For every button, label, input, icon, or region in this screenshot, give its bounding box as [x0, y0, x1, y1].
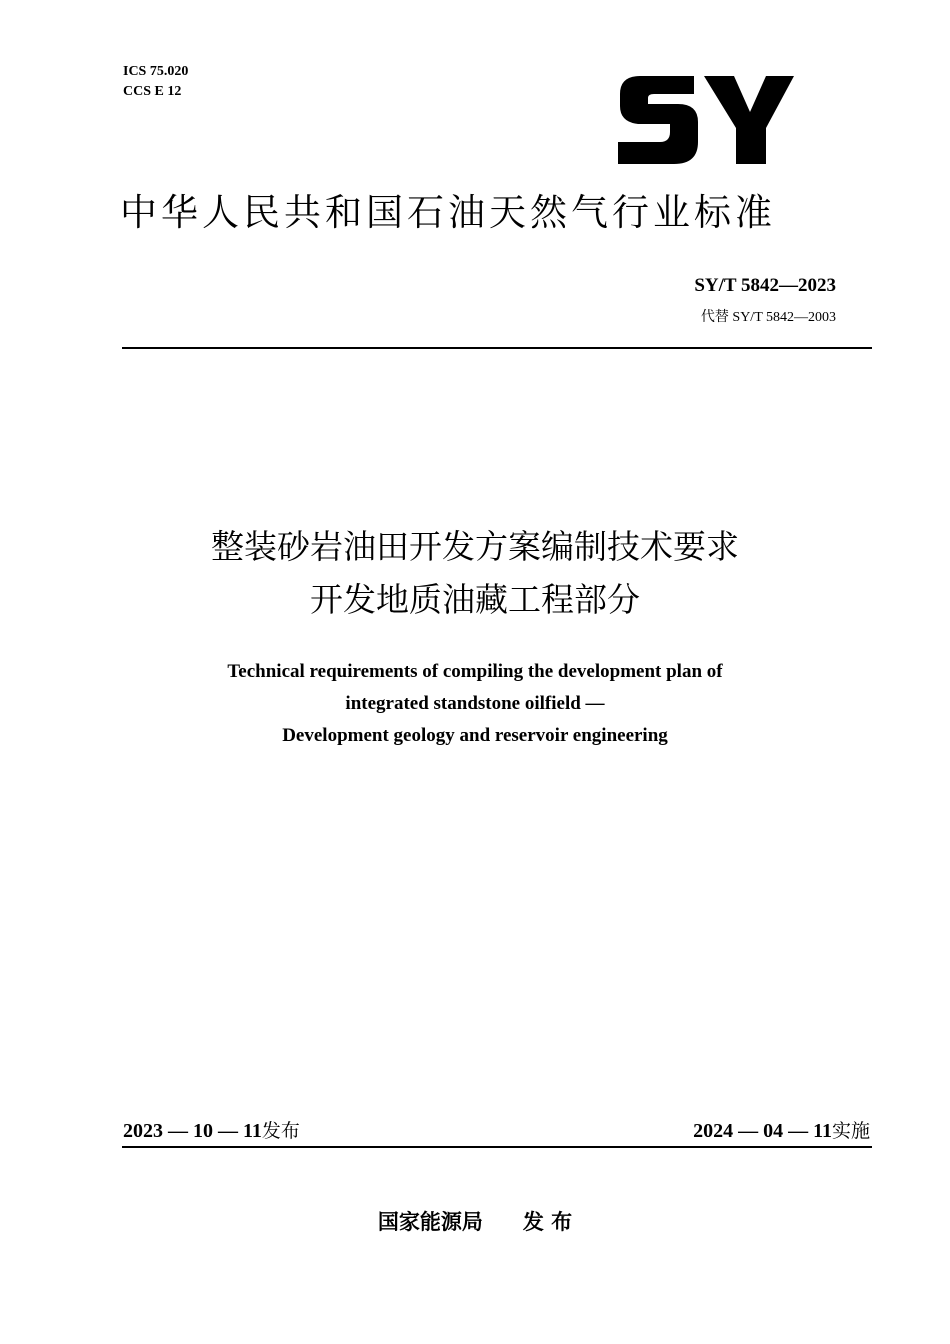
issue-date-block [123, 1116, 300, 1143]
implement-label: 实施 [831, 1120, 870, 1142]
title-en-line3: Development geology and reservoir engineering [282, 725, 668, 746]
title-cn-line1: 整装砂岩油田开发方案编制技术要求 [211, 527, 739, 566]
issuer-name: 国家能源局 [377, 1210, 483, 1234]
ics-code: ICS 75.020 [123, 64, 189, 79]
issuer-action: 发 布 [522, 1210, 573, 1234]
standard-number: SY/T 5842—2023 [694, 275, 836, 296]
implement-date: 2024 — 04 — 11 [693, 1120, 832, 1142]
title-cn-line2: 开发地质油藏工程部分 [310, 580, 640, 619]
implement-date-block [693, 1116, 870, 1143]
title-en-line1: Technical requirements of compiling the development plan of [227, 661, 723, 682]
footer-divider [122, 1146, 872, 1148]
replaces-standard: 代替 SY/T 5842—2003 [700, 310, 836, 325]
ccs-code: CCS E 12 [123, 84, 182, 99]
title-en-line2: integrated standstone oilfield — [345, 693, 605, 714]
issue-date: 2023 — 10 — 11 [123, 1120, 262, 1142]
header-divider [122, 347, 872, 349]
issue-label: 发布 [261, 1120, 300, 1142]
sy-logo [612, 62, 802, 178]
classification-block [123, 62, 188, 102]
issuer-block [0, 1206, 950, 1236]
industry-standard-title: 中华人民共和国石油天然气行业标准 [120, 191, 776, 234]
